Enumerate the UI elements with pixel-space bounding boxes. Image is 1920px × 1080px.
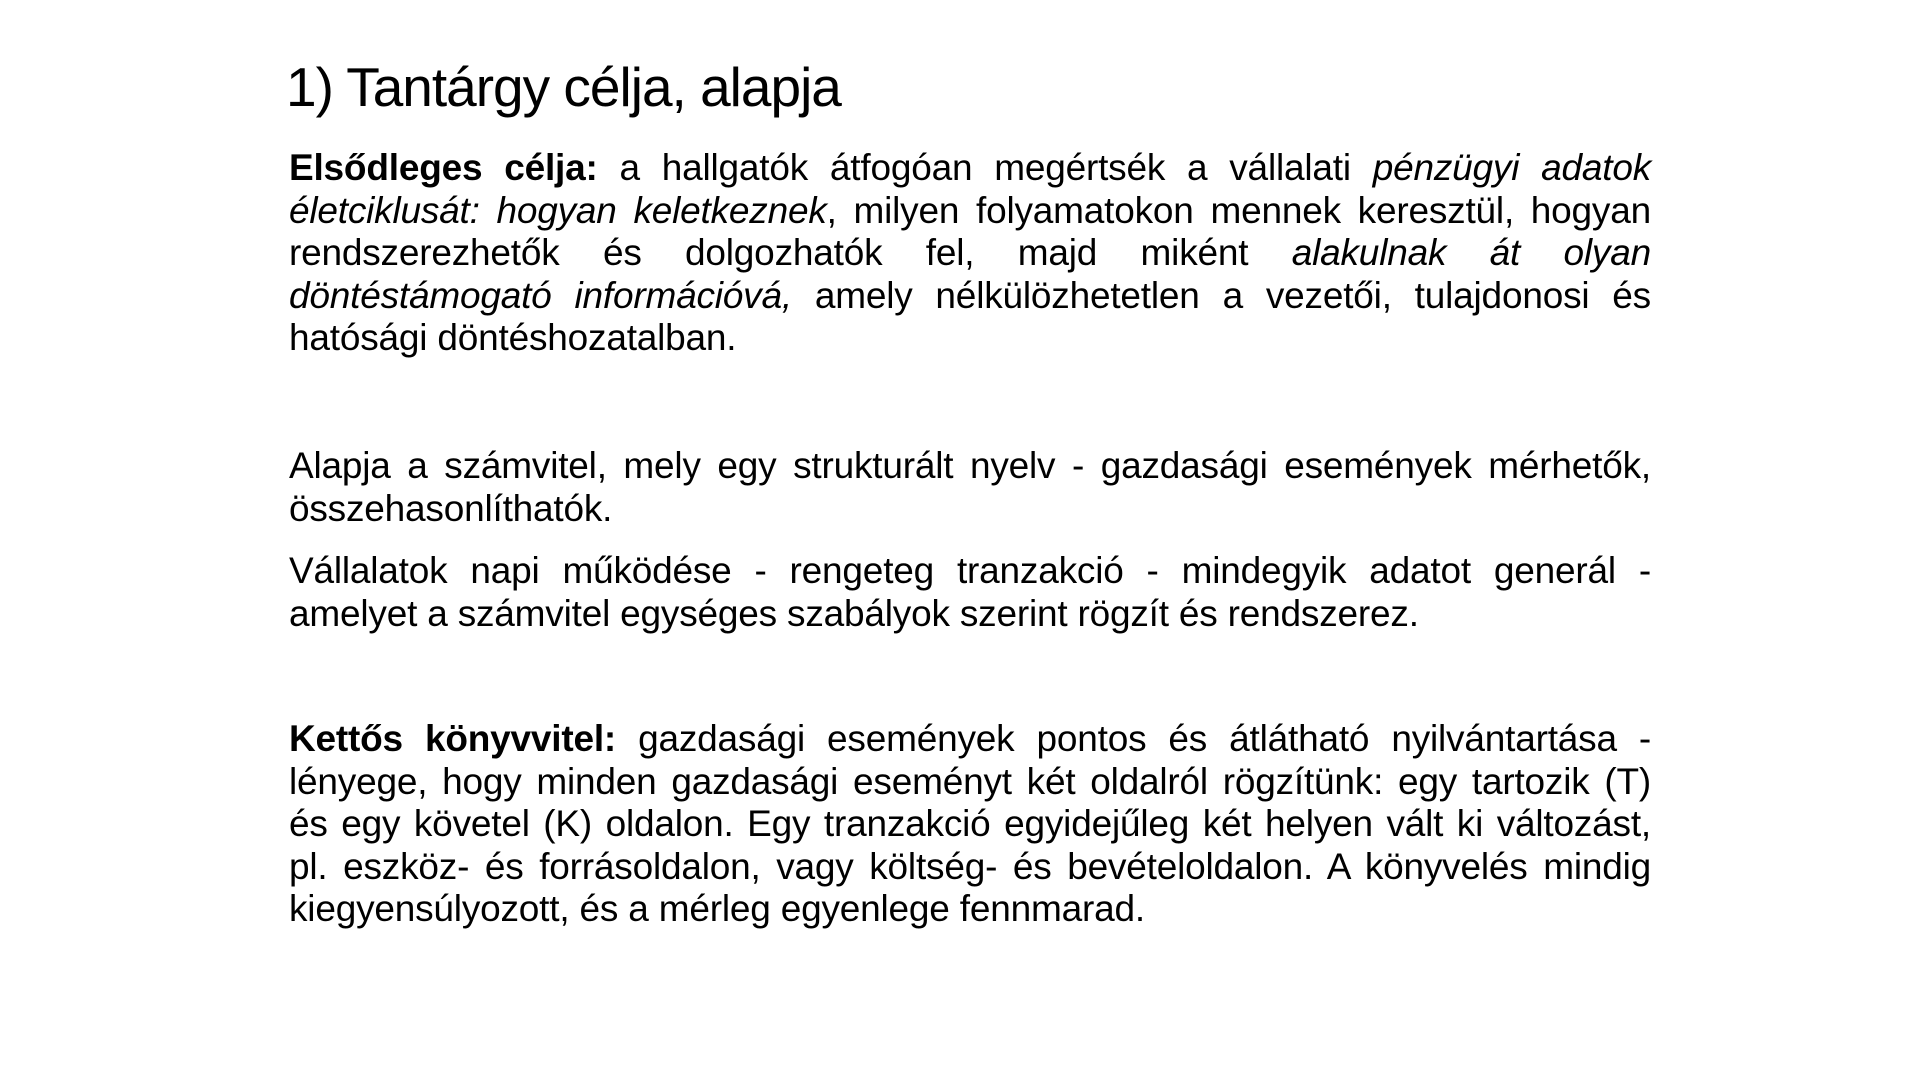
paragraph-double-entry	[289, 718, 1651, 931]
slide-title: 1) Tantárgy célja, alapja	[286, 56, 841, 118]
primary-goal-label: Elsődleges célja:	[289, 147, 598, 188]
paragraph-foundation: Alapja a számvitel, mely egy strukturált nyelv - gazdasági események mérhetők, összehasonlíthatók.	[289, 445, 1651, 529]
primary-goal-italic-2: alakulnak át olyan döntéstámogató információvá,	[289, 232, 1651, 316]
double-entry-label: Kettős könyvvitel:	[289, 718, 617, 759]
paragraph-primary-goal	[289, 147, 1651, 360]
double-entry-text: gazdasági események pontos és átlátható nyilvántartása - lényege, hogy minden gazdasági eseményt két oldalról rögzítünk: egy tartozik (T) és egy követel (K) oldalon. Egy tranzakció egyidejűleg két helyen vált ki változást, pl. eszköz- és forrásoldalon, vagy költség- és bevételoldalon. A könyvelés mindig kiegyensúlyozott, és a mérleg egyenlege fennmarad.	[289, 718, 1651, 929]
paragraph-daily-operations: Vállalatok napi működése - rengeteg tranzakció - mindegyik adatot generál - amelyet a számvitel egységes szabályok szerint rögzít és rendszerez.	[289, 550, 1651, 634]
primary-goal-italic-1: pénzügyi adatok életciklusát: hogyan keletkeznek	[289, 147, 1651, 231]
primary-goal-text-3: amely nélkülözhetetlen a vezetői, tulajdonosi és hatósági döntéshozatalban.	[289, 274, 1651, 358]
primary-goal-text-1: a hallgatók átfogóan megértsék a vállalati	[597, 147, 1373, 188]
primary-goal-text-2: , milyen folyamatokon mennek keresztül, hogyan rendszerezhetők és dolgozhatók fel, majd miként	[289, 189, 1651, 273]
